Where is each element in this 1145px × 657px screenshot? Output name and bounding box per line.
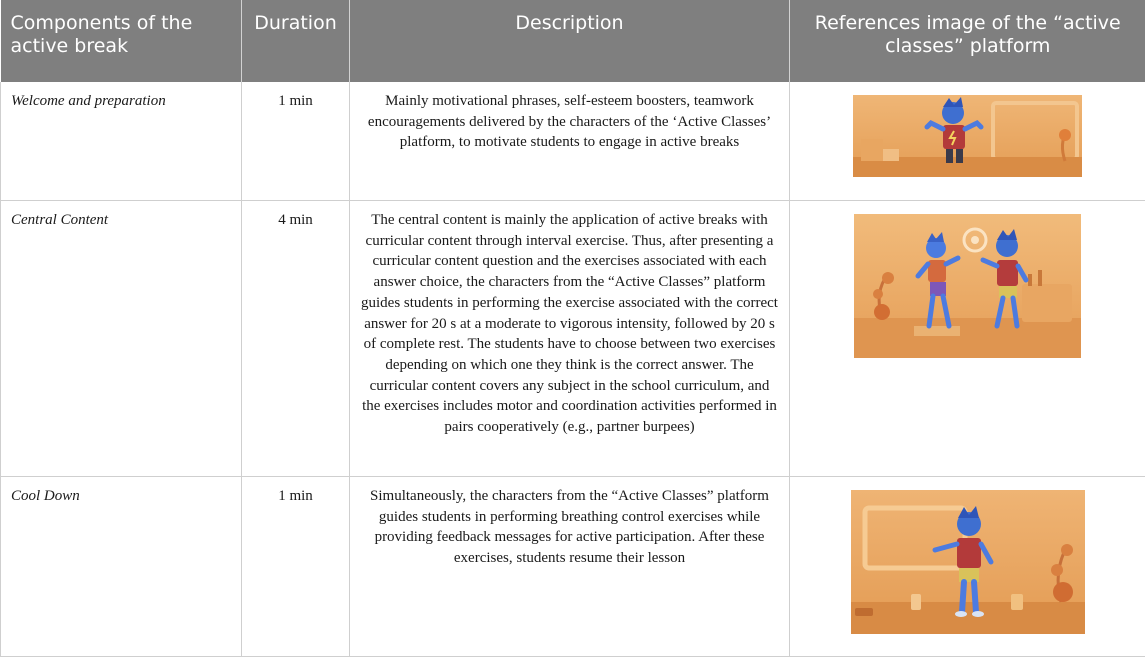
duration-cell: 1 min: [242, 82, 350, 201]
image-cell: [790, 201, 1145, 477]
description-cell: The central content is mainly the application of active breaks with curricular content through interval exercise. Thus, after presenting a curricular content question and the exercises associated with each answer choice, the characters from the “Active Classes” platform guides students in performing the exercise associated with the correct answer for 20 s at a moderate to vigorous intensity, followed by 20 s of complete rest. The students have to choose between two exercises depending on which one they think is the correct answer. The curricular content covers any subject in the school curriculum, and the exercises includes motor and coordination activities performed in pairs cooperatively (e.g., partner burpees): [350, 201, 790, 477]
header-description: Description: [350, 0, 790, 82]
header-duration: Duration: [242, 0, 350, 82]
header-row: [1, 0, 1145, 82]
image-cell: [790, 477, 1145, 657]
component-cell: Welcome and preparation: [1, 82, 242, 201]
header-components: Components of the active break: [1, 0, 242, 82]
component-cell: Central Content: [1, 201, 242, 477]
duration-cell: 4 min: [242, 201, 350, 477]
component-cell: Cool Down: [1, 477, 242, 657]
table-row: [1, 477, 1145, 657]
table-row: [1, 82, 1145, 201]
header-reference-image: References image of the “active classes” platform: [790, 0, 1145, 82]
description-cell: Mainly motivational phrases, self-esteem boosters, teamwork encouragements delivered by the characters of the ‘Active Classes’ platform, to motivate students to engage in active breaks: [350, 82, 790, 201]
image-cell: [790, 82, 1145, 201]
table-row: [1, 201, 1145, 477]
character-standing-waving-illustration: [853, 95, 1082, 177]
duration-cell: 1 min: [242, 477, 350, 657]
character-cool-down-illustration: [851, 490, 1085, 634]
description-cell: Simultaneously, the characters from the “Active Classes” platform guides students in performing breathing control exercises while providing feedback messages for active participation. After these exercises, students resume their lesson: [350, 477, 790, 657]
two-characters-exercising-illustration: [854, 214, 1081, 358]
